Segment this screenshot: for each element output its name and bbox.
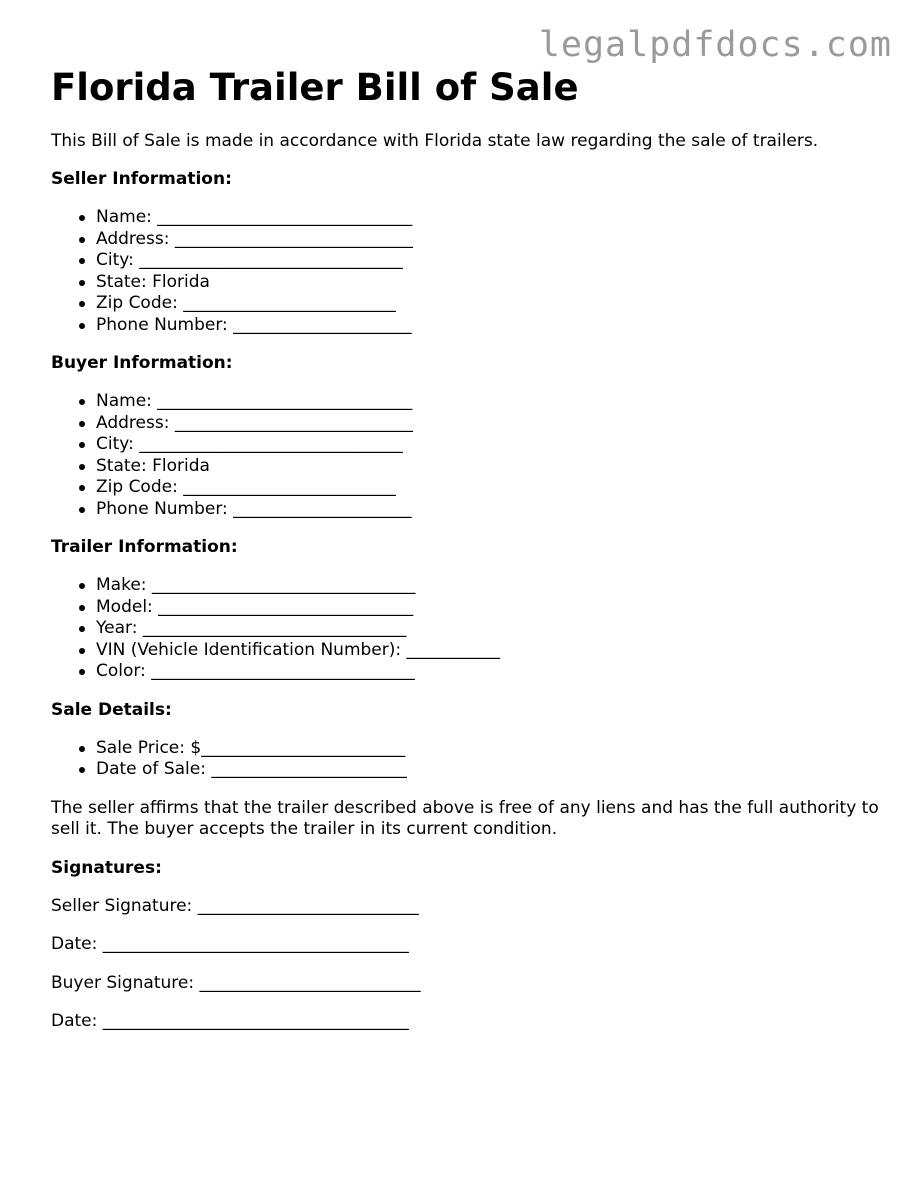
trailer-year-field[interactable]: Year: _______________________________ [96, 618, 891, 640]
seller-phone-field[interactable]: Phone Number: _____________________ [96, 315, 891, 337]
seller-name-field[interactable]: Name: ______________________________ [96, 207, 891, 229]
buyer-address-field[interactable]: Address: ____________________________ [96, 413, 891, 435]
trailer-heading: Trailer Information: [51, 537, 238, 557]
seller-list [51, 207, 891, 336]
trailer-vin-field[interactable]: VIN (Vehicle Identification Number): ___________ [96, 640, 891, 662]
seller-signature-line[interactable]: Seller Signature: __________________________ [51, 895, 419, 916]
trailer-list [51, 575, 891, 683]
seller-date-line[interactable]: Date: ____________________________________ [51, 934, 409, 954]
buyer-list [51, 391, 891, 520]
sale-date-field[interactable]: Date of Sale: _______________________ [96, 759, 891, 781]
trailer-model-field[interactable]: Model: ______________________________ [96, 597, 891, 619]
buyer-heading: Buyer Information: [51, 353, 233, 373]
buyer-zip-field[interactable]: Zip Code: _________________________ [96, 477, 891, 499]
buyer-date-line[interactable]: Date: ____________________________________ [51, 1011, 409, 1031]
watermark-logo: legalpdfdocs.com [538, 25, 892, 65]
signatures-heading: Signatures: [51, 857, 162, 878]
document-page [51, 68, 891, 1033]
intro-text: This Bill of Sale is made in accordance with Florida state law regarding the sale of trailers. [51, 131, 819, 151]
sale-list [51, 738, 891, 781]
trailer-color-field[interactable]: Color: _______________________________ [96, 661, 891, 683]
trailer-make-field[interactable]: Make: _______________________________ [96, 575, 891, 597]
seller-state-field: State: Florida [96, 272, 891, 294]
seller-zip-field[interactable]: Zip Code: _________________________ [96, 293, 891, 315]
affirmation-text: The seller affirms that the trailer described above is free of any liens and has the full authority to sell it. The buyer accepts the trailer in its current condition. [51, 797, 879, 839]
buyer-state-field: State: Florida [96, 456, 891, 478]
seller-city-field[interactable]: City: _______________________________ [96, 250, 891, 272]
page-title: Florida Trailer Bill of Sale [51, 66, 579, 109]
sale-price-field[interactable]: Sale Price: $________________________ [96, 738, 891, 760]
buyer-city-field[interactable]: City: _______________________________ [96, 434, 891, 456]
buyer-phone-field[interactable]: Phone Number: _____________________ [96, 499, 891, 521]
seller-address-field[interactable]: Address: ____________________________ [96, 229, 891, 251]
buyer-name-field[interactable]: Name: ______________________________ [96, 391, 891, 413]
buyer-signature-line[interactable]: Buyer Signature: __________________________ [51, 972, 421, 993]
sale-heading: Sale Details: [51, 699, 172, 720]
seller-heading: Seller Information: [51, 169, 232, 189]
